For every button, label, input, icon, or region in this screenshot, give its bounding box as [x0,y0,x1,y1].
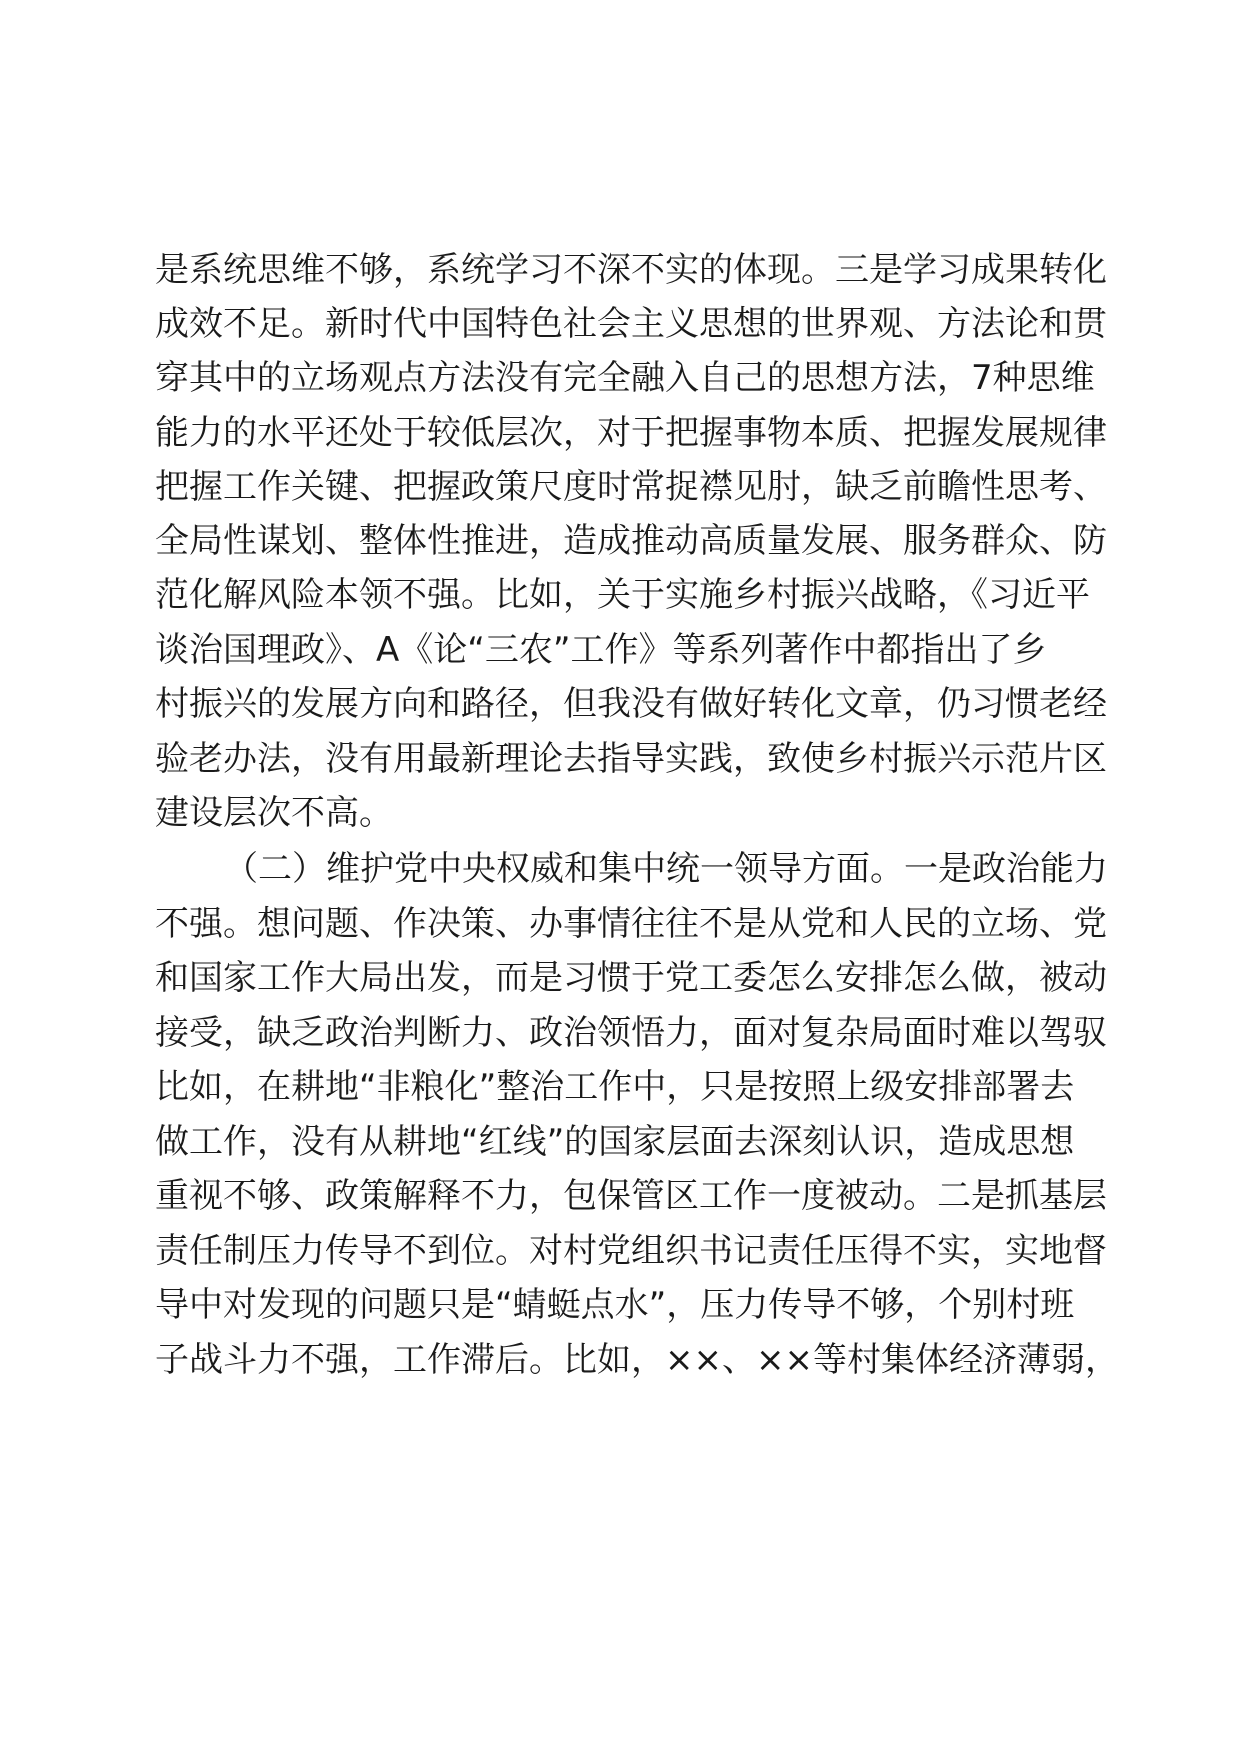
text-line: 把握工作关键、把握政策尺度时常捉襟见肘，缺乏前瞻性思考、 [155,467,1107,507]
text-line: 责任制压力传导不到位。对村党组织书记责任压得不实，实地督 [155,1231,1107,1271]
text-line: 接受，缺乏政治判断力、政治领悟力，面对复杂局面时难以驾驭 [155,1013,1107,1053]
text-line: 导中对发现的问题只是“蜻蜓点水”，压力传导不够，个别村班 [155,1285,1075,1325]
text-line: 成效不足。新时代中国特色社会主义思想的世界观、方法论和贯 [155,304,1107,344]
text-line: 全局性谋划、整体性推进，造成推动高质量发展、服务群众、防 [155,521,1107,561]
text-line: 做工作，没有从耕地“红线”的国家层面去深刻认识，造成思想 [155,1122,1075,1162]
section-heading-line: （二）维护党中央权威和集中统一领导方面。一是政治能力 [224,849,1108,889]
text-line: 是系统思维不够，系统学习不深不实的体现。三是学习成果转化 [155,250,1107,290]
text-line: 子战斗力不强，工作滞后。比如，××、××等村集体经济薄弱， [155,1340,1119,1380]
text-line: 建设层次不高。 [155,793,393,833]
text-line: 范化解风险本领不强。比如，关于实施乡村振兴战略，《习近平 [155,575,1090,615]
text-line: 比如，在耕地“非粮化”整治工作中，只是按照上级安排部署去 [155,1067,1075,1107]
text-line: 谈治国理政》、A《论“三农”工作》等系列著作中都指出了乡 [155,630,1047,670]
text-line: 能力的水平还处于较低层次，对于把握事物本质、把握发展规律 [155,413,1107,453]
text-line: 验老办法，没有用最新理论去指导实践，致使乡村振兴示范片区 [155,739,1107,779]
text-line: 村振兴的发展方向和路径，但我没有做好转化文章，仍习惯老经 [155,684,1107,724]
text-line: 重视不够、政策解释不力，包保管区工作一度被动。二是抓基层 [155,1176,1107,1216]
text-line: 不强。想问题、作决策、办事情往往不是从党和人民的立场、党 [155,904,1107,944]
text-line: 穿其中的立场观点方法没有完全融入自己的思想方法，7种思维 [155,358,1095,398]
text-line: 和国家工作大局出发，而是习惯于党工委怎么安排怎么做，被动 [155,958,1107,998]
